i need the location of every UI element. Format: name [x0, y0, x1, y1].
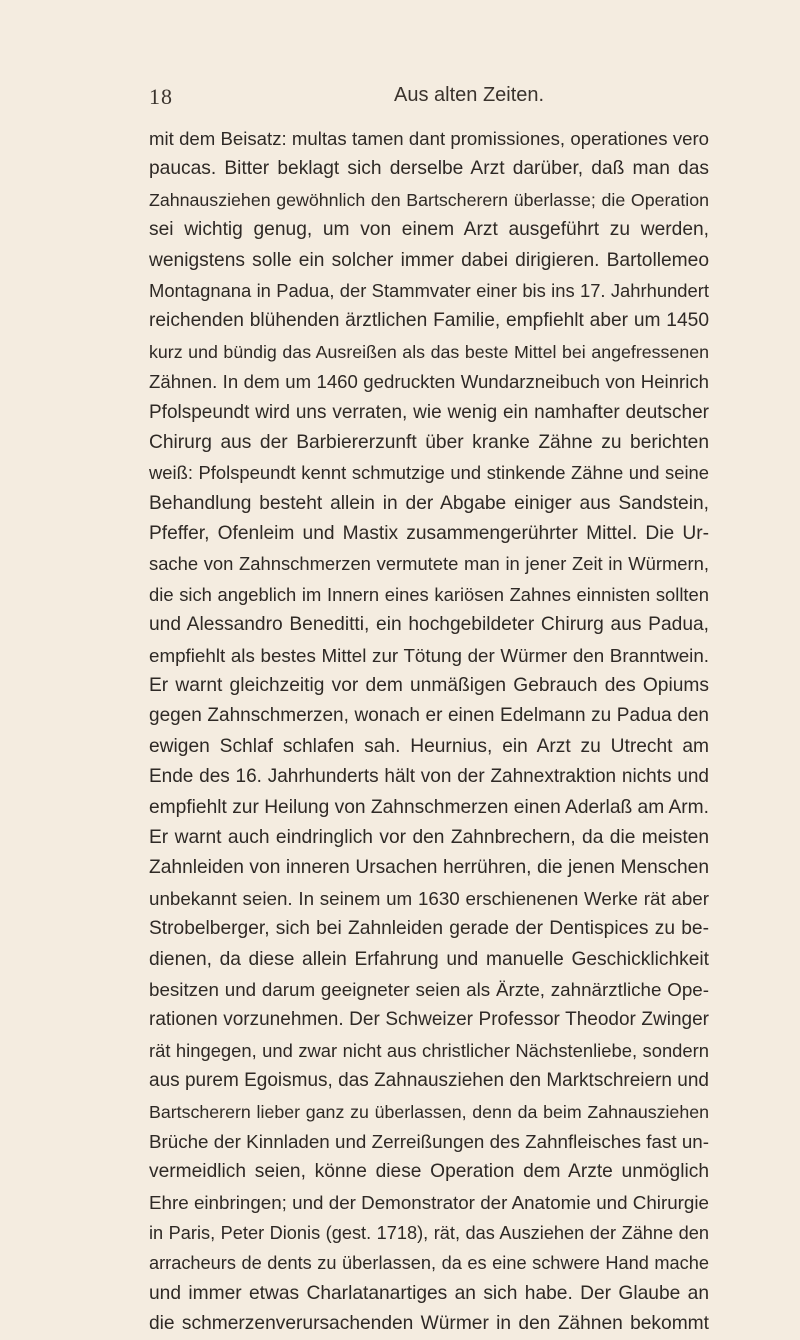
text-line: Er warnt gleichzeitig vor dem unmäßigen Gebrauch des Opiums	[149, 675, 709, 697]
text-line: Pfeffer, Ofenleim und Mastix zusammengerührter Mittel. Die Ur-	[149, 523, 709, 545]
text-line: die schmerzenverursachenden Würmer in den Zähnen bekommt	[149, 1313, 709, 1335]
running-title: Aus alten Zeiten.	[394, 84, 545, 106]
text-line: in Paris, Peter Dionis (gest. 1718), rät, das Ausziehen der Zähne den	[149, 1223, 709, 1244]
text-line: ewigen Schlaf schlafen sah. Heurnius, ein Arzt zu Utrecht am	[149, 735, 709, 757]
text-line: Montagnana in Padua, der Stammvater einer bis ins 17. Jahrhundert	[149, 279, 709, 301]
text-line: Zähnen. In dem um 1460 gedruckten Wundarzneibuch von Heinrich	[149, 371, 709, 393]
text-line: und Alessandro Beneditti, ein hochgebildeter Chirurg aus Padua,	[149, 614, 709, 636]
text-line: vermeidlich seien, könne diese Operation dem Arzte unmöglich	[149, 1161, 709, 1183]
text-line: wenigstens solle ein solcher immer dabei dirigieren. Bartollemeo	[149, 249, 709, 271]
text-line: rät hingegen, und zwar nicht aus christlicher Nächstenliebe, sondern	[149, 1039, 709, 1061]
text-line: besitzen und darum geeigneter seien als Ärzte, zahnärztliche Ope-	[149, 978, 709, 1000]
running-head	[149, 84, 709, 114]
text-line: rationen vorzunehmen. Der Schweizer Professor Theodor Zwinger	[149, 1009, 709, 1031]
text-line: Ende des 16. Jahrhunderts hält von der Zahnextraktion nichts und	[149, 766, 709, 788]
text-line: Chirurg aus der Barbiererzunft über kranke Zähne zu berichten	[149, 431, 709, 453]
text-line: empfiehlt zur Heilung von Zahnschmerzen einen Aderlaß am Arm.	[149, 796, 709, 818]
text-line: die sich angeblich im Innern eines kariösen Zahnes einnisten sollten	[149, 583, 709, 605]
text-line: Strobelberger, sich bei Zahnleiden gerade der Dentispices zu be-	[149, 918, 709, 940]
text-line: weiß: Pfolspeundt kennt schmutzige und stinkende Zähne und seine	[149, 462, 709, 484]
text-line: Pfolspeundt wird uns verraten, wie wenig ein namhafter deutscher	[149, 401, 709, 423]
body-text	[149, 124, 709, 1340]
page-number: 18	[149, 84, 173, 109]
text-line: gegen Zahnschmerzen, wonach er einen Edelmann zu Padua den	[149, 705, 709, 727]
text-line: unbekannt seien. In seinem um 1630 erschienenen Werke rät aber	[149, 887, 709, 909]
text-line: dienen, da diese allein Erfahrung und manuelle Geschicklichkeit	[149, 948, 709, 970]
text-line: Ehre einbringen; und der Demonstrator der Anatomie und Chirurgie	[149, 1191, 709, 1213]
text-line: und immer etwas Charlatanartiges an sich habe. Der Glaube an	[149, 1282, 709, 1304]
text-line: Behandlung besteht allein in der Abgabe einiger aus Sandstein,	[149, 492, 709, 514]
text-line: paucas. Bitter beklagt sich derselbe Arzt darüber, daß man das	[149, 158, 709, 180]
text-line: Zahnleiden von inneren Ursachen herrühren, die jenen Menschen	[149, 857, 709, 879]
text-line: Zahnausziehen gewöhnlich den Bartscherern überlasse; die Operation	[149, 189, 709, 210]
text-line: reichenden blühenden ärztlichen Familie, empfiehlt aber um 1450	[149, 310, 709, 332]
text-line: sache von Zahnschmerzen vermutete man in jener Zeit in Würmern,	[149, 553, 709, 575]
text-line: sei wichtig genug, um von einem Arzt ausgeführt zu werden,	[149, 219, 709, 241]
text-line: aus purem Egoismus, das Zahnausziehen den Marktschreiern und	[149, 1070, 709, 1092]
text-line: empfiehlt als bestes Mittel zur Tötung der Würmer den Branntwein.	[149, 644, 709, 666]
text-line: Bartscherern lieber ganz zu überlassen, denn da beim Zahnausziehen	[149, 1101, 709, 1122]
text-line: Brüche der Kinnladen und Zerreißungen des Zahnfleisches fast un-	[149, 1130, 709, 1152]
text-line: mit dem Beisatz: multas tamen dant promissiones, operationes vero	[149, 128, 709, 149]
text-line: arracheurs de dents zu überlassen, da es eine schwere Hand mache	[149, 1253, 709, 1274]
text-line: Er warnt auch eindringlich vor den Zahnbrechern, da die meisten	[149, 826, 709, 848]
text-line: kurz und bündig das Ausreißen als das beste Mittel bei angefressenen	[149, 341, 709, 362]
